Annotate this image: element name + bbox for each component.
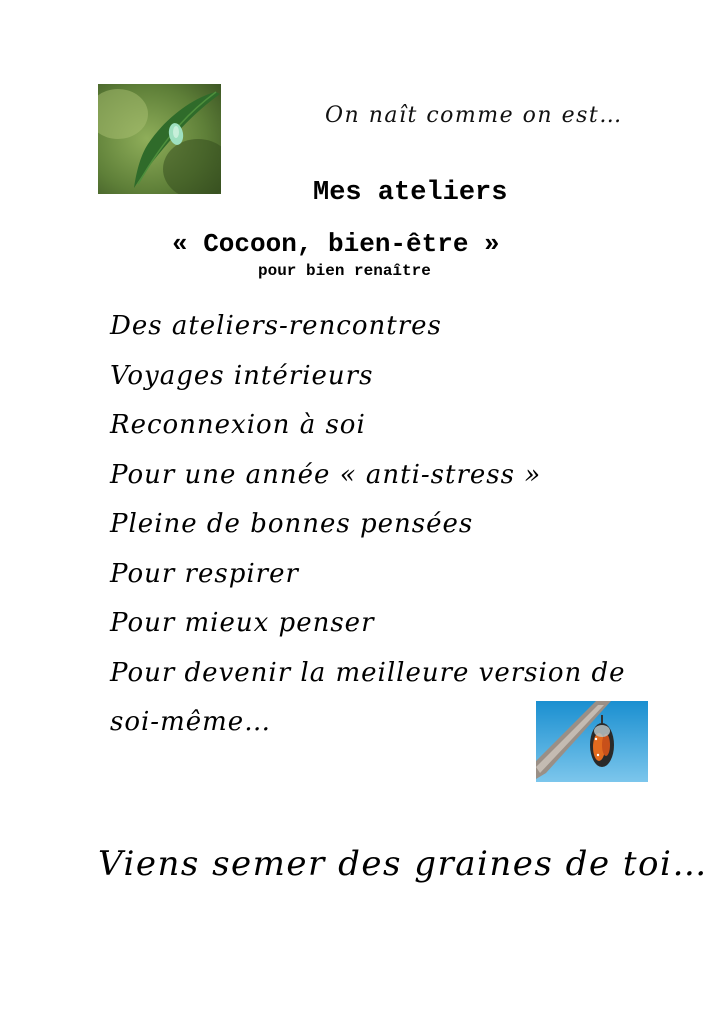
workshop-line: Reconnexion à soi xyxy=(110,410,366,440)
tagline: On naît comme on est… xyxy=(325,103,623,128)
closing-line: Viens semer des graines de toi… xyxy=(98,844,708,884)
workshop-line: Voyages intérieurs xyxy=(110,360,374,391)
workshop-line: Pleine de bonnes pensées xyxy=(110,509,474,539)
heading-title: Mes ateliers xyxy=(313,178,508,208)
workshop-lines xyxy=(110,302,626,748)
workshop-line: Pour respirer xyxy=(110,558,299,589)
workshop-line: Pour devenir la meilleure version de xyxy=(110,657,626,688)
butterfly-chrysalis-photo xyxy=(536,701,648,782)
workshop-line: Pour une année « anti-stress » xyxy=(110,459,542,490)
workshop-line: Des ateliers-rencontres xyxy=(110,311,442,341)
heading-tagline: pour bien renaître xyxy=(258,262,431,280)
workshop-line: soi-même… xyxy=(110,707,272,737)
heading-subtitle: « Cocoon, bien-être » xyxy=(172,229,500,259)
workshop-line: Pour mieux penser xyxy=(110,608,375,638)
chrysalis-on-leaf-photo xyxy=(98,84,221,194)
